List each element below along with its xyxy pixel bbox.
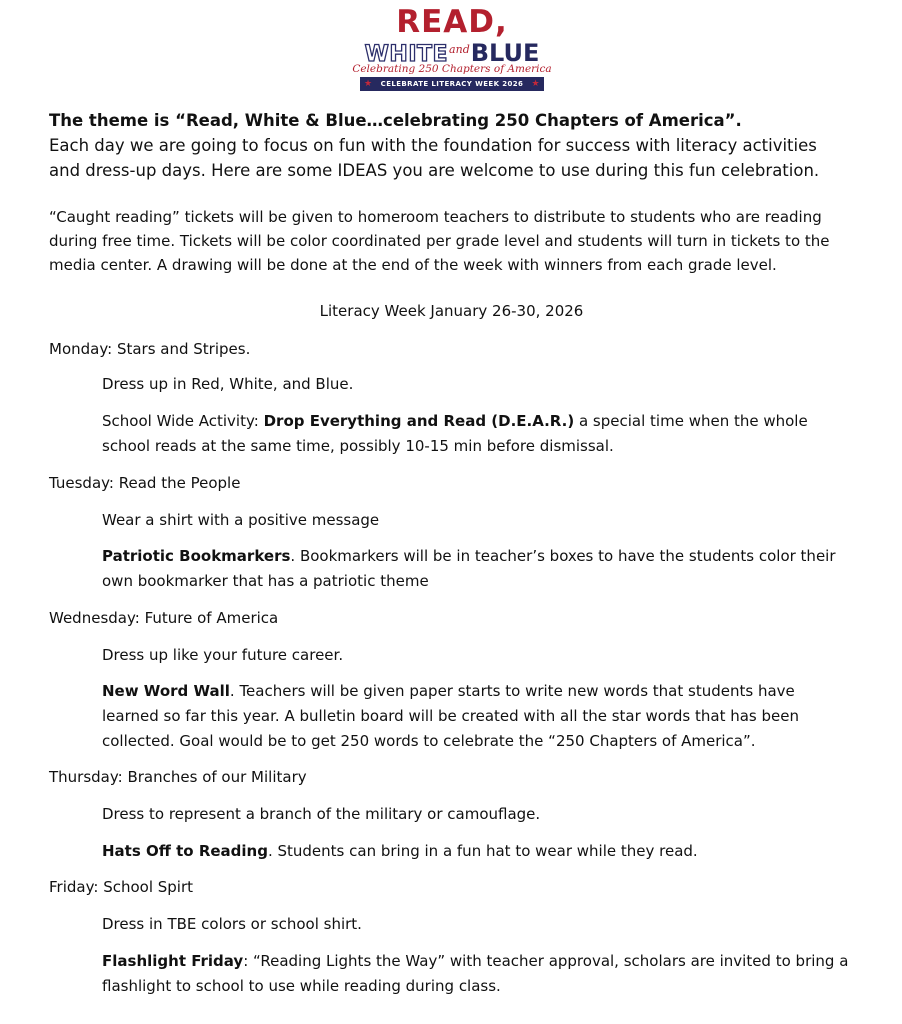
- tickets-line-3: media center. A drawing will be done at the end of the week with winners from each grade level.: [49, 256, 777, 274]
- star-icon: ★: [531, 79, 540, 89]
- activity-name: Flashlight Friday: [102, 952, 244, 970]
- wednesday-activity-line-1: [102, 679, 795, 703]
- activity-description: a special time when the whole: [574, 412, 808, 430]
- activity-description: . Bookmarkers will be in teacher’s boxes to have the students color their: [290, 547, 836, 565]
- tuesday-heading: Tuesday: Read the People: [49, 474, 241, 492]
- activity-name: Patriotic Bookmarkers: [102, 547, 291, 565]
- wednesday-activity-line-2: learned so far this year. A bulletin board will be created with all the star words that has been: [102, 707, 799, 725]
- logo-blue-text: BLUE: [470, 39, 540, 67]
- friday-activity-line-2: flashlight to school to use while reading during class.: [102, 977, 501, 995]
- activity-name: New Word Wall: [102, 682, 230, 700]
- logo-white-text: WHITE: [364, 42, 449, 67]
- intro-line-2: and dress-up days. Here are some IDEAS you are welcome to use during this fun celebration.: [49, 161, 820, 180]
- monday-activity-line-2: school reads at the same time, possibly 10-15 min before dismissal.: [102, 437, 614, 455]
- logo-white-and-blue: [352, 38, 552, 67]
- monday-activity-line-1: [102, 409, 808, 433]
- tuesday-activity-line-2: own bookmarker that has a patriotic theme: [102, 572, 429, 590]
- friday-activity-line-1: [102, 949, 848, 973]
- activity-prefix: School Wide Activity:: [102, 412, 264, 430]
- logo-script-tagline: Celebrating 250 Chapters of America: [352, 63, 552, 75]
- activity-name: Hats Off to Reading: [102, 842, 268, 860]
- activity-name: Drop Everything and Read (D.E.A.R.): [263, 412, 575, 430]
- tickets-line-1: “Caught reading” tickets will be given to homeroom teachers to distribute to students who are reading: [49, 208, 822, 226]
- logo-and-text: and: [449, 43, 470, 56]
- activity-description: . Teachers will be given paper starts to write new words that students have: [229, 682, 795, 700]
- monday-heading: Monday: Stars and Stripes.: [49, 340, 251, 358]
- thursday-heading: Thursday: Branches of our Military: [49, 768, 307, 786]
- star-icon: ★: [364, 79, 373, 89]
- friday-dress: Dress in TBE colors or school shirt.: [102, 915, 362, 933]
- monday-dress: Dress up in Red, White, and Blue.: [102, 375, 354, 393]
- thursday-activity-line-1: [102, 839, 698, 863]
- theme-heading: The theme is “Read, White & Blue…celebrating 250 Chapters of America”.: [49, 111, 742, 130]
- wednesday-dress: Dress up like your future career.: [102, 646, 344, 664]
- logo-banner: [360, 77, 544, 91]
- intro-line-1: Each day we are going to focus on fun with the foundation for success with literacy activities: [49, 136, 817, 155]
- friday-heading: Friday: School Spirt: [49, 878, 194, 896]
- logo-read-text: READ,: [396, 4, 508, 40]
- logo-banner-text: CELEBRATE LITERACY WEEK 2026: [380, 80, 524, 88]
- thursday-dress: Dress to represent a branch of the military or camouflage.: [102, 805, 541, 823]
- tuesday-dress: Wear a shirt with a positive message: [102, 511, 380, 529]
- read-white-blue-logo: [352, 6, 552, 98]
- wednesday-activity-line-3: collected. Goal would be to get 250 words to celebrate the “250 Chapters of America”.: [102, 732, 756, 750]
- activity-description: . Students can bring in a fun hat to wear while they read.: [267, 842, 698, 860]
- week-title: Literacy Week January 26-30, 2026: [319, 302, 584, 320]
- wednesday-heading: Wednesday: Future of America: [49, 609, 279, 627]
- activity-description: : “Reading Lights the Way” with teacher approval, scholars are invited to bring a: [243, 952, 849, 970]
- tuesday-activity-line-1: [102, 544, 836, 568]
- tickets-line-2: during free time. Tickets will be color coordinated per grade level and students will turn in tickets to the: [49, 232, 830, 250]
